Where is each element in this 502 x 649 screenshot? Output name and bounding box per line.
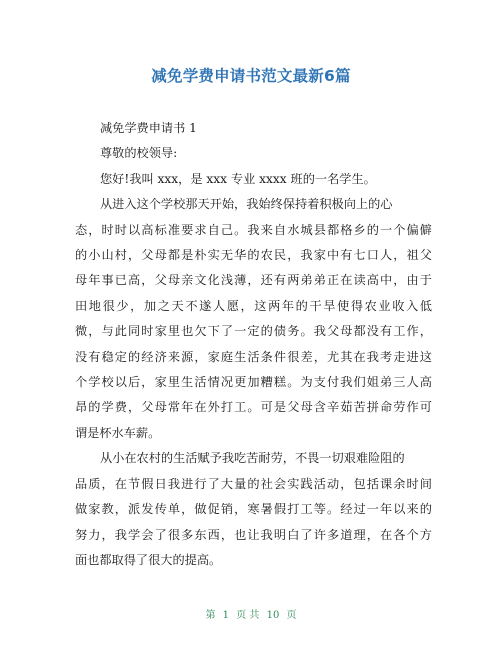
- paragraph-line: 品质，在节假日我进行了大量的社会实践活动，包括课余时间: [75, 476, 432, 491]
- paragraph-line: 从小在农村的生活赋予我吃苦耐劳，不畏一切艰难险阻的: [100, 451, 405, 466]
- footer-prefix: 第: [205, 610, 216, 621]
- section-heading: 减免学费申请书 1: [100, 121, 197, 135]
- page-footer: [0, 606, 502, 621]
- paragraph-line: 微，与此同时家里也欠下了一定的债务。我父母都没有工作，: [75, 324, 432, 339]
- paragraph-line: 谓是杯水车薪。: [75, 425, 161, 440]
- paragraph-line: 个学校以后，家里生活情况更加糟糕。为支付我们姐弟三人高: [75, 375, 432, 390]
- paragraph-line: 努力，我学会了很多东西，也让我明白了许多道理，在各个方: [75, 527, 432, 542]
- document-title: 减免学费申请书范文最新6篇: [151, 67, 351, 85]
- salutation: 尊敬的校领导:: [100, 146, 178, 161]
- paragraph-line: 母年事已高，父母亲文化浅薄，还有两弟弟正在读高中，由于: [75, 273, 432, 288]
- footer-total-pages: 10: [266, 610, 280, 621]
- paragraph-line: 的小山村，父母都是朴实无华的农民，我家中有七口人，祖父: [75, 248, 432, 263]
- paragraph-line: 田地很少，加之天不遂人愿，这两年的干旱使得农业收入低: [75, 298, 432, 313]
- footer-middle: 页 共: [236, 610, 260, 621]
- footer-page-number: 1: [222, 610, 230, 621]
- greeting-line: 您好!我叫 xxx，是 xxx 专业 xxxx 班的一名学生。: [100, 171, 376, 186]
- paragraph-line: 没有稳定的经济来源，家庭生活条件很差，尤其在我考走进这: [75, 349, 432, 364]
- paragraph-line: 面也都取得了很大的提高。: [75, 552, 222, 567]
- paragraph-line: 从进入这个学校那天开始，我始终保持着积极向上的心: [100, 197, 393, 212]
- document-body: [75, 116, 432, 573]
- paragraph-line: 昂的学费，父母常年在外打工。可是父母含辛茹苦拼命劳作可: [75, 400, 432, 415]
- paragraph-line: 做家教，派发传单，做促销，寒暑假打工等。经过一年以来的: [75, 502, 432, 517]
- footer-suffix: 页: [286, 610, 297, 621]
- paragraph-line: 态，时时以高标准要求自己。我来自水城县都格乡的一个偏僻: [75, 222, 432, 237]
